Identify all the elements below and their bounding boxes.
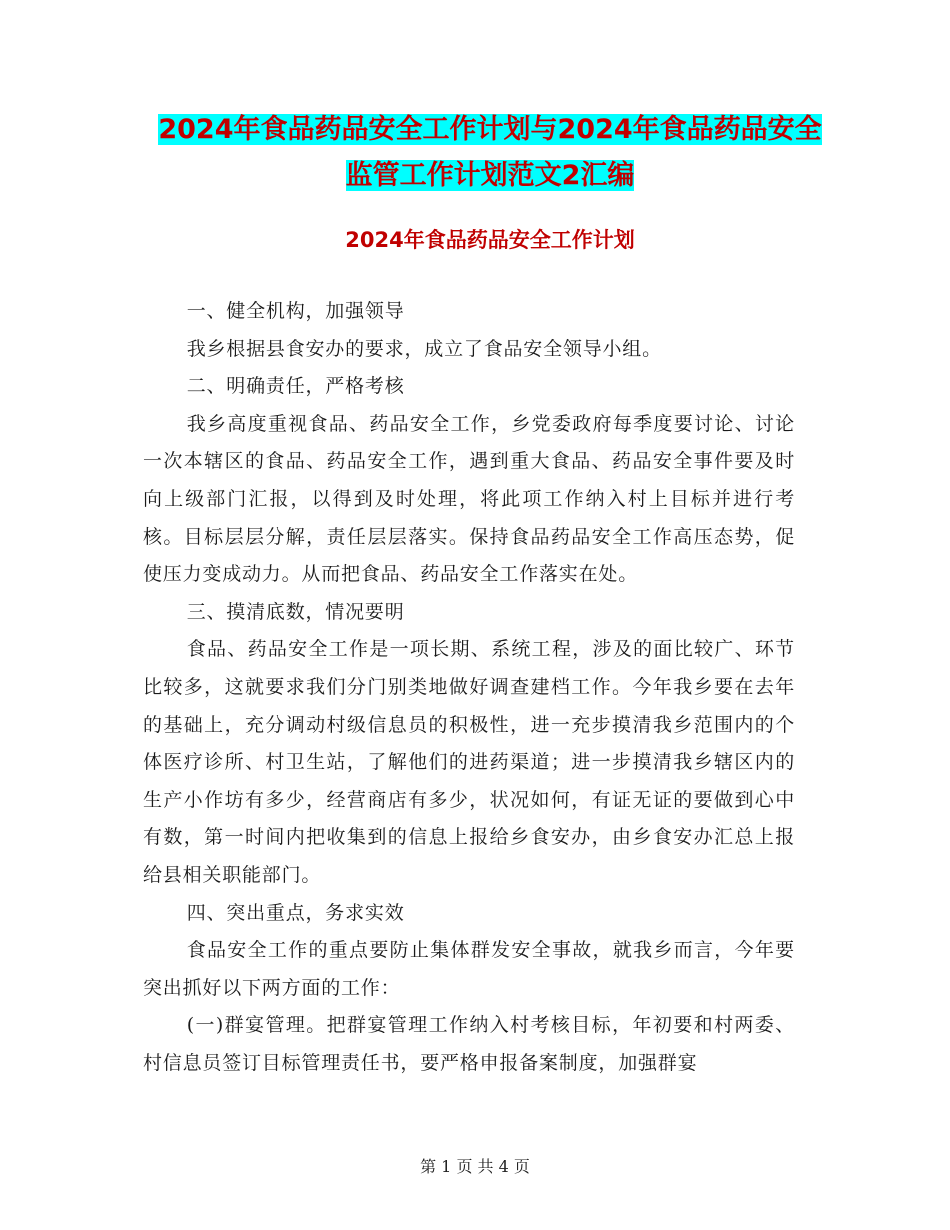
paragraph: (一)群宴管理。把群宴管理工作纳入村考核目标，年初要和村两委、村信息员签订目标管理责任书，要严格申报备案制度，加强群宴 [143, 1014, 795, 1074]
paragraph: 食品、药品安全工作是一项长期、系统工程，涉及的面比较广、环节比较多，这就要求我们分门别类地做好调查建档工作。今年我乡要在去年的基础上，充分调动村级信息员的积极性，进一充步摸清我乡范围内的个体医疗诊所、村卫生站，了解他们的进药渠道；进一步摸清我乡辖区内的生产小作坊有多少，经营商店有多少，状况如何，有证无证的要做到心中有数，第一时间内把收集到的信息上报给乡食安办，由乡食安办汇总上报给县相关职能部门。 [143, 638, 795, 886]
heading-establish-organization: 一、健全机构，加强领导 [186, 300, 405, 322]
section-title: 2024年食品药品安全工作计划 [345, 228, 635, 252]
heading-highlight-key-points: 四、突出重点，务求实效 [186, 901, 405, 924]
document-title-line-2: 监管工作计划范文2汇编 [345, 160, 635, 191]
document-body [143, 293, 795, 1082]
page-footer: 第 1 页 共 4 页 [420, 1157, 530, 1176]
paragraph: 我乡根据县食安办的要求，成立了食品安全领导小组。 [186, 337, 662, 360]
paragraph: 食品安全工作的重点要防止集体群发安全事故，就我乡而言，今年要突出抓好以下两方面的工作： [143, 939, 795, 999]
paragraph: 我乡高度重视食品、药品安全工作，乡党委政府每季度要讨论、讨论一次本辖区的食品、药品安全工作，遇到重大食品、药品安全事件要及时向上级部门汇报，以得到及时处理，将此项工作纳入村上目标并进行考核。目标层层分解，责任层层落实。保持食品药品安全工作高压态势，促使压力变成动力。从而把食品、药品安全工作落实在处。 [143, 412, 795, 586]
heading-clarify-responsibility: 二、明确责任，严格考核 [186, 375, 405, 398]
heading-find-out-basics: 三、摸清底数，情况要明 [186, 600, 405, 623]
document-title-line-1: 2024年食品药品安全工作计划与2024年食品药品安全 [158, 114, 822, 145]
